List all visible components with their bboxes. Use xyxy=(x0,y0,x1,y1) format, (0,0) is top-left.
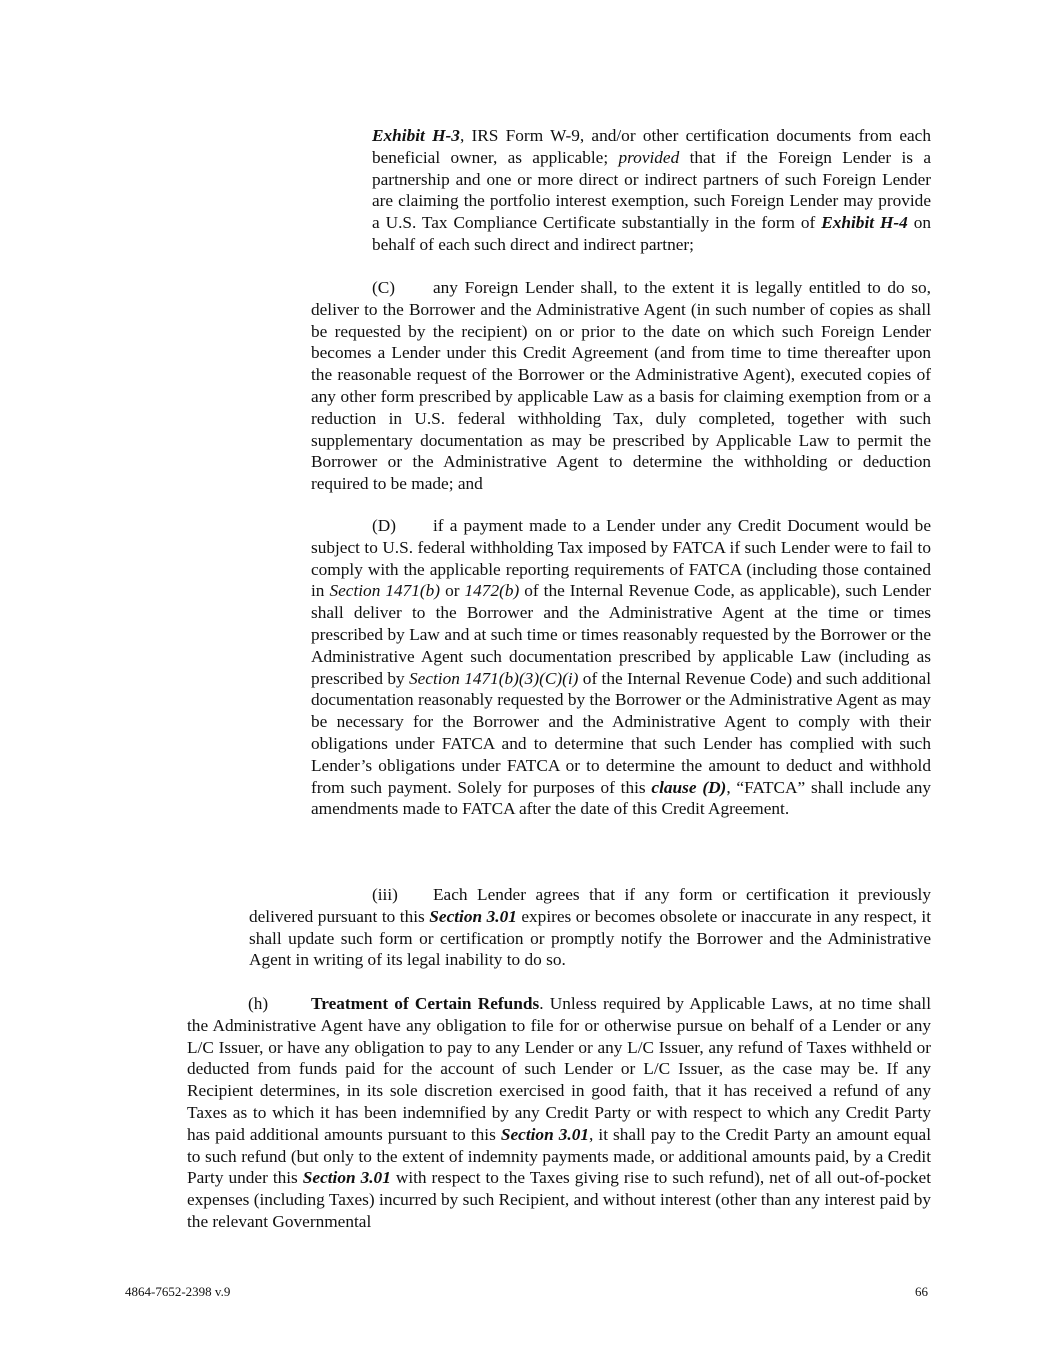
section-301-reference: Section 3.01 xyxy=(429,906,517,926)
paragraph-exhibit-h3-continuation xyxy=(372,125,931,256)
paragraph-clause-iii xyxy=(249,884,931,971)
page-number: 66 xyxy=(915,1284,928,1299)
section-301-reference: Section 3.01 xyxy=(302,1168,391,1188)
document-id: 4864-7652-2398 v.9 xyxy=(125,1284,231,1299)
text-run: if a payment made to a Lender under any Credit Document would be subject to U.S. federal withholding Tax imposed by FATCA if such Lender were to fail to comply with the applicable reporting requirements of FATCA (including those contained in xyxy=(311,516,931,601)
text-run: of the Internal Revenue Code) and such additional documentation reasonably requested by the Borrower or the Administrative Agent as may be necessary for the Borrower and the Administrative Agent to comply with their obligations under FATCA and to determine that such Lender has complied with such Lender’s obligations under FATCA or to determine the amount to deduct and withhold from such payment. Solely for purposes of this xyxy=(311,668,932,797)
text-run: expires or becomes obsolete or inaccurate in any respect, it shall update such form or certification or promptly notify the Borrower and the Administrative Agent in writing of its legal inability to do so. xyxy=(249,906,932,970)
text-run: , it shall pay to the Credit Party an amount equal to such refund (but only to the extent of indemnity payments made, or additional amounts paid, by a Credit Party under this xyxy=(187,1124,932,1188)
clause-h-marker: (h) xyxy=(248,994,269,1013)
exhibit-h4-reference: Exhibit H-4 xyxy=(821,213,908,233)
section-301-reference: Section 3.01 xyxy=(500,1124,589,1144)
clause-d-reference: clause (D) xyxy=(651,777,727,797)
text-run: , “FATCA” shall include any amendments made to FATCA after the date of this Credit Agreement. xyxy=(311,777,931,819)
section-1471b-reference: Section 1471(b) xyxy=(329,581,441,601)
clause-iii-marker: (iii) xyxy=(372,885,398,904)
clause-d-marker: (D) xyxy=(372,516,396,535)
clause-c-marker: (C) xyxy=(372,278,396,297)
provided-term: provided xyxy=(618,147,680,167)
text-run: Each Lender agrees that if any form or certification it previously delivered pursuant to this xyxy=(249,885,931,926)
text-run: of the Internal Revenue Code, as applicable), such Lender shall deliver to the Borrower and the Administrative Agent at the time or times prescribed by Law and at such time or times reasonably requested by the Borrower or the Administrative Agent such documentation prescribed by applicable Law (including as prescribed by xyxy=(311,581,931,688)
treatment-of-refunds-heading: Treatment of Certain Refunds xyxy=(311,994,540,1013)
text-run: on behalf of each such direct and indirect partner; xyxy=(372,213,931,254)
paragraph-clause-c xyxy=(311,277,931,495)
section-1471b3ci-reference: Section 1471(b)(3)(C)(i) xyxy=(408,668,579,688)
text-run: that if the Foreign Lender is a partnership and one or more direct or indirect partners of such Foreign Lender are claiming the portfolio interest exemption, such Foreign Lender may provide a U.S. Tax Compliance Certificate substantially in the form of xyxy=(372,147,932,233)
section-1472b-reference: 1472(b) xyxy=(464,581,520,601)
text-run: or xyxy=(440,581,465,601)
paragraph-clause-d xyxy=(311,515,931,820)
paragraph-clause-h xyxy=(187,993,931,1233)
clause-c-text: any Foreign Lender shall, to the extent it is legally entitled to do so, deliver to the Borrower and the Administrative Agent (in such number of copies as shall be requested by the recipient) on or prior to the date on which such Foreign Lender becomes a Lender under this Credit Agreement (and from time to time thereafter upon the reasonable request of the Borrower or the Administrative Agent), executed copies of any other form prescribed by applicable Law as a basis for claiming exemption from or a reduction in U.S. federal withholding Tax, duly completed, together with such supplementary documentation as may be prescribed by Applicable Law to permit the Borrower or the Administrative Agent to determine the withholding or deduction required to be made; and xyxy=(311,278,931,494)
text-run: . Unless required by Applicable Laws, at no time shall the Administrative Agent have any obligation to file for or otherwise pursue on behalf of a Lender or any L/C Issuer, or have any obligation to pay to any Lender or any L/C Issuer, any refund of Taxes withheld or deducted from funds paid for the account of such Lender or L/C Issuer, as the case may be. If any Recipient determines, in its sole discretion exercised in good faith, that it has received a refund of any Taxes as to which it has been indemnified by any Credit Party or with respect to which any Credit Party has paid additional amounts pursuant to this xyxy=(187,994,931,1144)
text-run: , IRS Form W-9, and/or other certification documents from each beneficial owner, as applicable; xyxy=(372,126,931,167)
exhibit-h3-reference: Exhibit H-3 xyxy=(372,126,460,145)
text-run: with respect to the Taxes giving rise to such refund), net of all out-of-pocket expenses (including Taxes) incurred by such Recipient, and without interest (other than any interest paid by the relevant Governmental xyxy=(187,1168,931,1231)
